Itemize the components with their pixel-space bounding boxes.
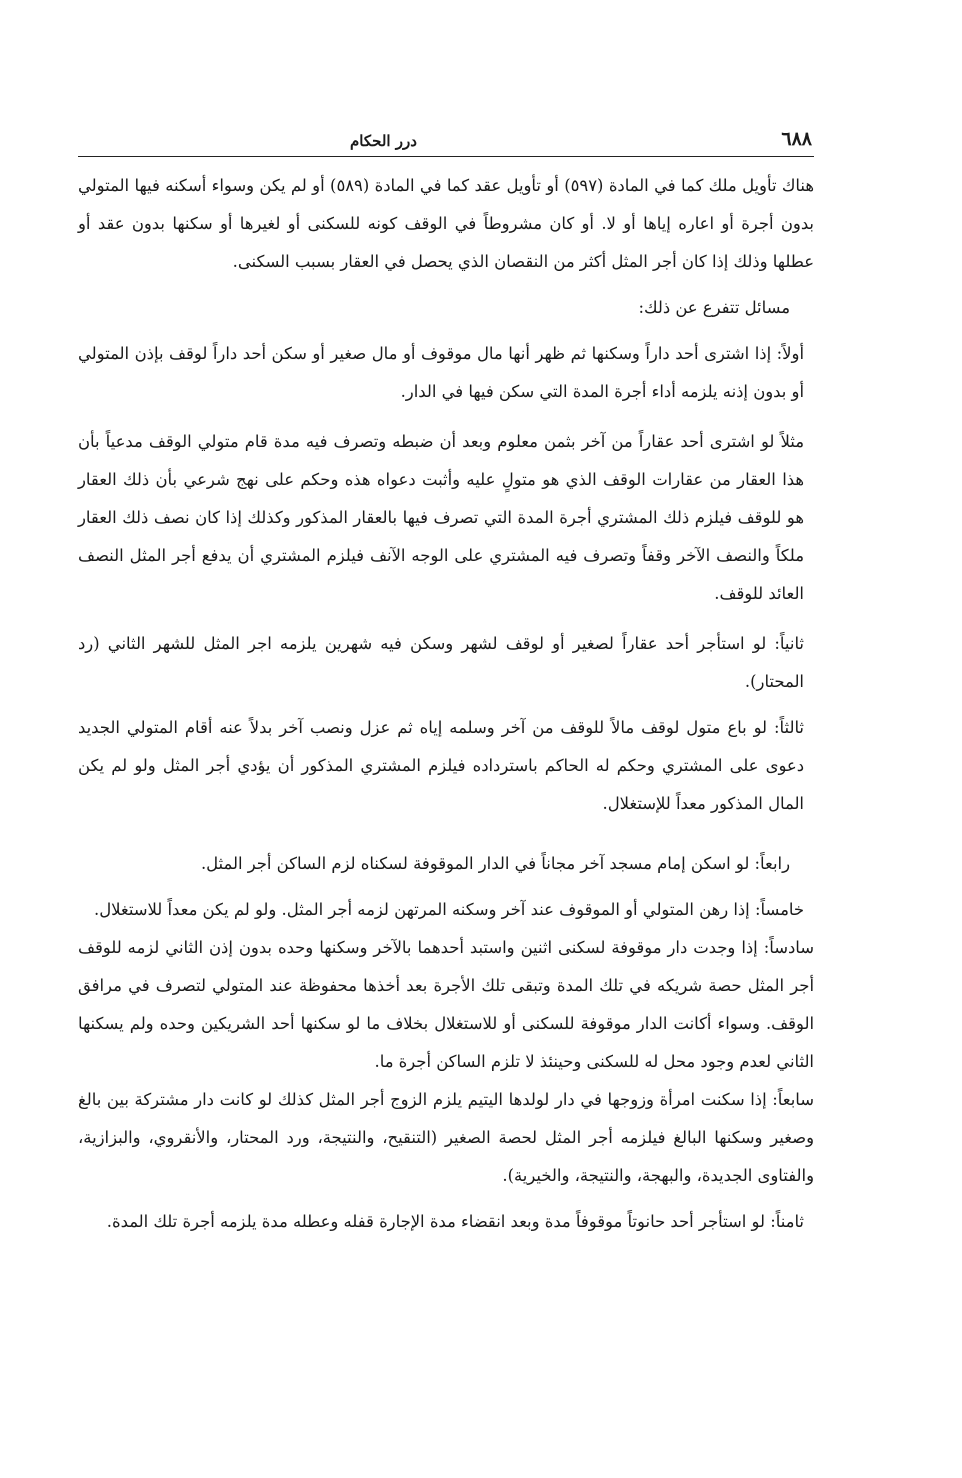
paragraph-second: ثانياً: لو استأجر أحد عقاراً لصغير أو لوقف لشهر وسكن فيه شهرين يلزمه اجر المثل للشهر الثاني (رد المحتار). [78,634,804,691]
paragraph-example: مثلاً لو اشترى أحد عقاراً من آخر بثمن معلوم وبعد أن ضبطه وتصرف فيه مدة قام متولي الوقف مدعياً بأن هذا العقار من عقارات الوقف الذي هو متولٍ عليه وأثبت دعواه هذه وحكم على نهج شرعي بأن ذلك العقار هو للوقف فيلزم ذلك المشتري أجرة المدة التي تصرف فيها بالعقار المذكور وكذلك إذا كان نصف ذلك العقار ملكاً والنصف الآخر وقفاً وتصرف فيه المشتري على الوجه الآنف فيلزم المشتري أن يدفع أجر المثل النصف العائد للوقف. [78,432,804,603]
paragraph-third: ثالثاً: لو باع متول لوقف مالاً للوقف من آخر وسلمه إياه ثم عزل ونصب آخر بدلاً عنه أقام المتولي الجديد دعوى على المشتري وحكم له الحاكم باسترداده فيلزم المشتري المذكور أن يؤدي أجر المثل ولو لم يكن المال المذكور معداً للإستغلال. [78,718,804,813]
paragraph-sixth: سادساً: إذا وجدت دار موقوفة لسكنى اثنين واستبد أحدهما بالآخر وسكنها وحده بدون إذن الثاني لزمه للوقف أجر المثل حصة شريكه في تلك المدة وتبقى تلك الأجرة بعد أخذها محفوظة عند المتولي لتصرف في مرافق الوقف. وسواء أكانت الدار موقوفة للسكنى أو للاستغلال بخلاف ما لو سكنها أحد الشريكين وحده ولم يسكنها الثاني لعدم وجود محل له للسكنى وحينئذ لا تلزم الساكن أجرة ما. [78,938,814,1071]
paragraph-eighth: ثامناً: لو استأجر أحد حانوتاً موقوفاً مدة وبعد انقضاء مدة الإجارة قفله وعطله مدة يلزمه أجرة تلك المدة. [106,1212,804,1231]
page-number: ٦٨٨ [781,128,812,150]
running-title: درر الحكام [350,132,417,150]
paragraph-intro: هناك تأويل ملك كما في المادة (٥٩٧) أو تأويل عقد كما في المادة (٥٨٩) أو لم يكن وسواء أسكنه فيها المتولي بدون أجرة أو اعاره إياها أو لا. أو كان مشروطاً في الوقف كونه للسكنى أو لغيرها أو سكنها بدون عقد أو عطلها وذلك إذا كان أجر المثل أكثر من النقصان الذي يحصل في العقار بسبب السكنى. [78,176,814,271]
paragraph-seventh: سابعاً: إذا سكنت امرأة وزوجها في دار لولدها اليتيم يلزم الزوج أجر المثل كذلك لو كانت دار مشتركة بين بالغ وصغير وسكنها البالغ فيلزمه أجر المثل لحصة الصغير (التنقيح، والنتيجة، ورد المحتار، والأنقروي، والبزازية، والفتاوى الجديدة، والبهجة، والنتيجة، والخيرية). [78,1090,814,1185]
paragraph-fifth: خامساً: إذا رهن المتولي أو الموقوف عند آخر وسكنه المرتهن لزمه أجر المثل. ولو لم يكن معداً للاستغلال. [94,900,804,919]
paragraph-first: أولاً: إذا اشترى أحد داراً وسكنها ثم ظهر أنها مال موقوف أو مال صغير أو سكن أحد داراً لوقف بإذن المتولي أو بدون إذنه يلزمه أداء أجرة المدة التي سكن فيها في الدار. [78,344,804,401]
book-page [78,128,814,1241]
paragraph-subheading: مسائل تتفرع عن ذلك: [638,298,790,317]
paragraph-fourth: رابعاً: لو اسكن إمام مسجد آخر مجاناً في الدار الموقوفة لسكناه لزم الساكن أجر المثل. [200,854,790,873]
page-header [78,128,814,157]
